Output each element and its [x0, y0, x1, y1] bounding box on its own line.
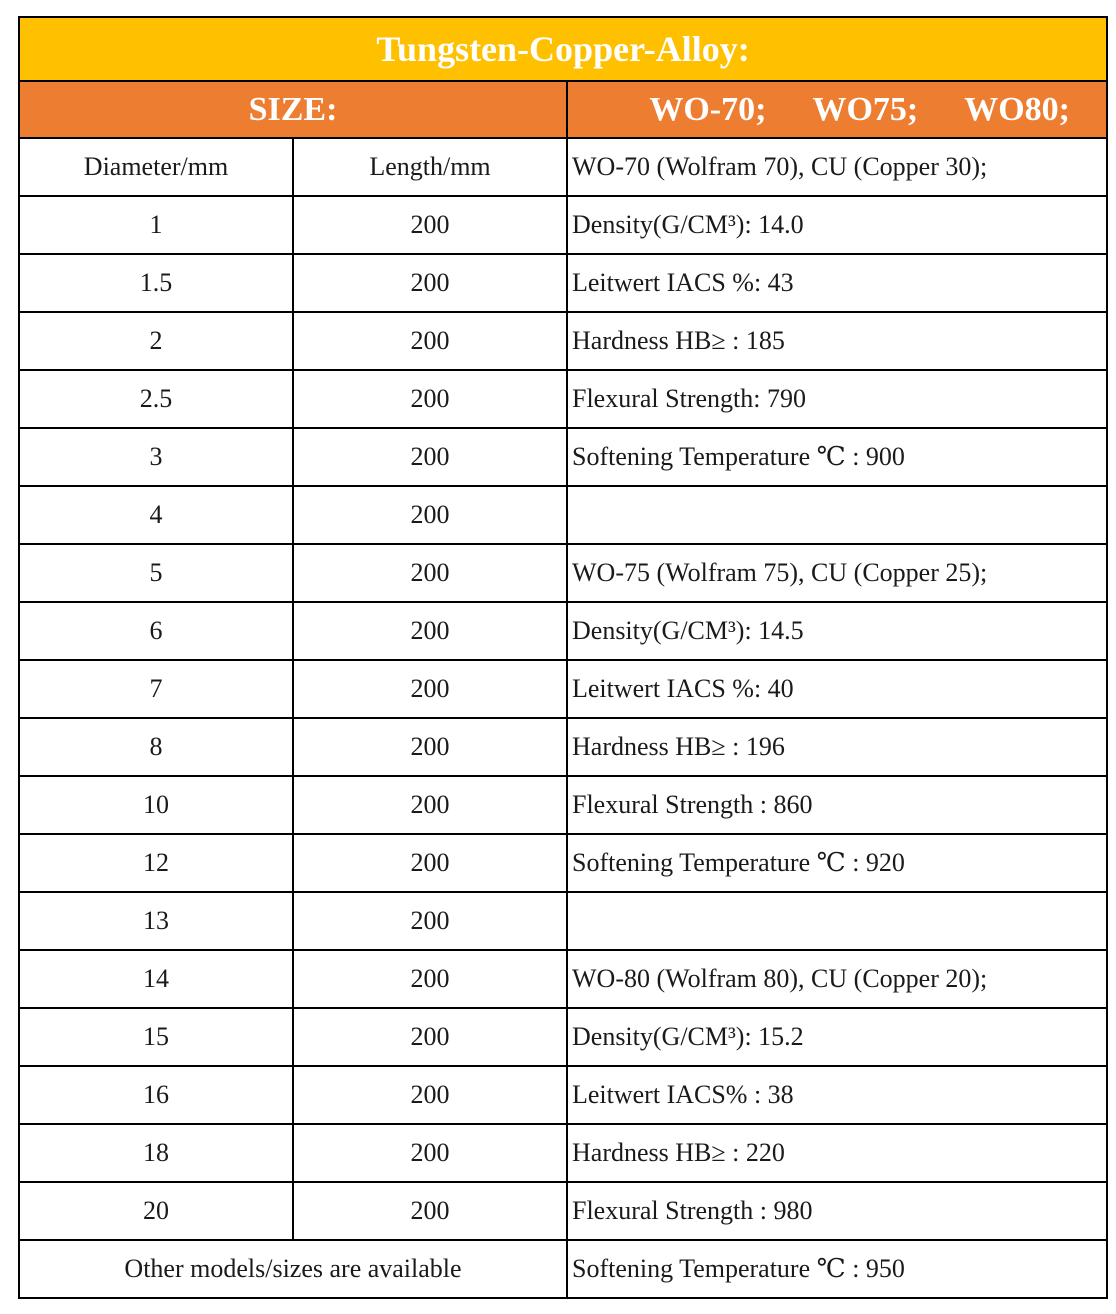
diameter-cell: 5: [19, 544, 293, 602]
table-row: [19, 254, 1107, 312]
table-row: [19, 602, 1107, 660]
spec-cell: Softening Temperature ℃ : 920: [567, 834, 1107, 892]
length-cell: 200: [293, 1066, 567, 1124]
diameter-cell: 7: [19, 660, 293, 718]
table-row: [19, 660, 1107, 718]
spec-heading: WO-70 (Wolfram 70), CU (Copper 30);: [567, 138, 1107, 196]
table-row: [19, 1008, 1107, 1066]
diameter-cell: 15: [19, 1008, 293, 1066]
diameter-column-header: Diameter/mm: [19, 138, 293, 196]
spec-cell: Leitwert IACS% : 38: [567, 1066, 1107, 1124]
size-header: SIZE:: [19, 81, 567, 138]
length-cell: 200: [293, 312, 567, 370]
length-column-header: Length/mm: [293, 138, 567, 196]
spec-cell: Leitwert IACS %: 40: [567, 660, 1107, 718]
length-cell: 200: [293, 196, 567, 254]
spec-cell: Hardness HB≥ : 185: [567, 312, 1107, 370]
table-row: [19, 718, 1107, 776]
table-row: [19, 834, 1107, 892]
availability-note: Other models/sizes are available: [19, 1240, 567, 1298]
length-cell: 200: [293, 834, 567, 892]
diameter-cell: 3: [19, 428, 293, 486]
spec-cell: Flexural Strength : 980: [567, 1182, 1107, 1240]
spec-cell: Hardness HB≥ : 196: [567, 718, 1107, 776]
diameter-cell: 13: [19, 892, 293, 950]
length-cell: 200: [293, 892, 567, 950]
table-title: Tungsten-Copper-Alloy:: [19, 17, 1107, 81]
length-cell: 200: [293, 660, 567, 718]
table-row: [19, 196, 1107, 254]
spec-cell: Softening Temperature ℃ : 950: [567, 1240, 1107, 1298]
diameter-cell: 4: [19, 486, 293, 544]
length-cell: 200: [293, 370, 567, 428]
length-cell: 200: [293, 428, 567, 486]
diameter-cell: 1: [19, 196, 293, 254]
spec-cell: WO-75 (Wolfram 75), CU (Copper 25);: [567, 544, 1107, 602]
column-header-row: [19, 138, 1107, 196]
length-cell: 200: [293, 1008, 567, 1066]
table-row: [19, 892, 1107, 950]
table-row: [19, 950, 1107, 1008]
length-cell: 200: [293, 1182, 567, 1240]
diameter-cell: 2: [19, 312, 293, 370]
model-label: WO75;: [812, 90, 919, 128]
table-row: [19, 544, 1107, 602]
table-row: [19, 370, 1107, 428]
table-row: [19, 486, 1107, 544]
header-row: [19, 81, 1107, 138]
spec-cell: Density(G/CM³): 14.5: [567, 602, 1107, 660]
alloy-spec-table: [18, 16, 1108, 1299]
spec-cell: WO-80 (Wolfram 80), CU (Copper 20);: [567, 950, 1107, 1008]
spec-cell: Density(G/CM³): 15.2: [567, 1008, 1107, 1066]
diameter-cell: 10: [19, 776, 293, 834]
model-label: WO80;: [964, 90, 1071, 128]
length-cell: 200: [293, 254, 567, 312]
spec-cell: Hardness HB≥ : 220: [567, 1124, 1107, 1182]
footer-row: [19, 1240, 1107, 1298]
length-cell: 200: [293, 776, 567, 834]
spec-cell: Leitwert IACS %: 43: [567, 254, 1107, 312]
length-cell: 200: [293, 602, 567, 660]
table-row: [19, 1124, 1107, 1182]
length-cell: 200: [293, 1124, 567, 1182]
table-row: [19, 776, 1107, 834]
table-row: [19, 1066, 1107, 1124]
length-cell: 200: [293, 544, 567, 602]
model-label: WO-70;: [649, 90, 767, 128]
length-cell: 200: [293, 486, 567, 544]
length-cell: 200: [293, 718, 567, 776]
diameter-cell: 20: [19, 1182, 293, 1240]
diameter-cell: 14: [19, 950, 293, 1008]
spec-cell: Softening Temperature ℃ : 900: [567, 428, 1107, 486]
diameter-cell: 8: [19, 718, 293, 776]
title-row: [19, 17, 1107, 81]
spec-cell: [567, 892, 1107, 950]
spec-cell: Flexural Strength: 790: [567, 370, 1107, 428]
diameter-cell: 1.5: [19, 254, 293, 312]
diameter-cell: 12: [19, 834, 293, 892]
table-row: [19, 312, 1107, 370]
length-cell: 200: [293, 950, 567, 1008]
table-row: [19, 428, 1107, 486]
diameter-cell: 2.5: [19, 370, 293, 428]
spec-cell: Flexural Strength : 860: [567, 776, 1107, 834]
spec-cell: [567, 486, 1107, 544]
diameter-cell: 6: [19, 602, 293, 660]
diameter-cell: 18: [19, 1124, 293, 1182]
diameter-cell: 16: [19, 1066, 293, 1124]
models-header: [567, 81, 1107, 138]
table-row: [19, 1182, 1107, 1240]
spec-cell: Density(G/CM³): 14.0: [567, 196, 1107, 254]
